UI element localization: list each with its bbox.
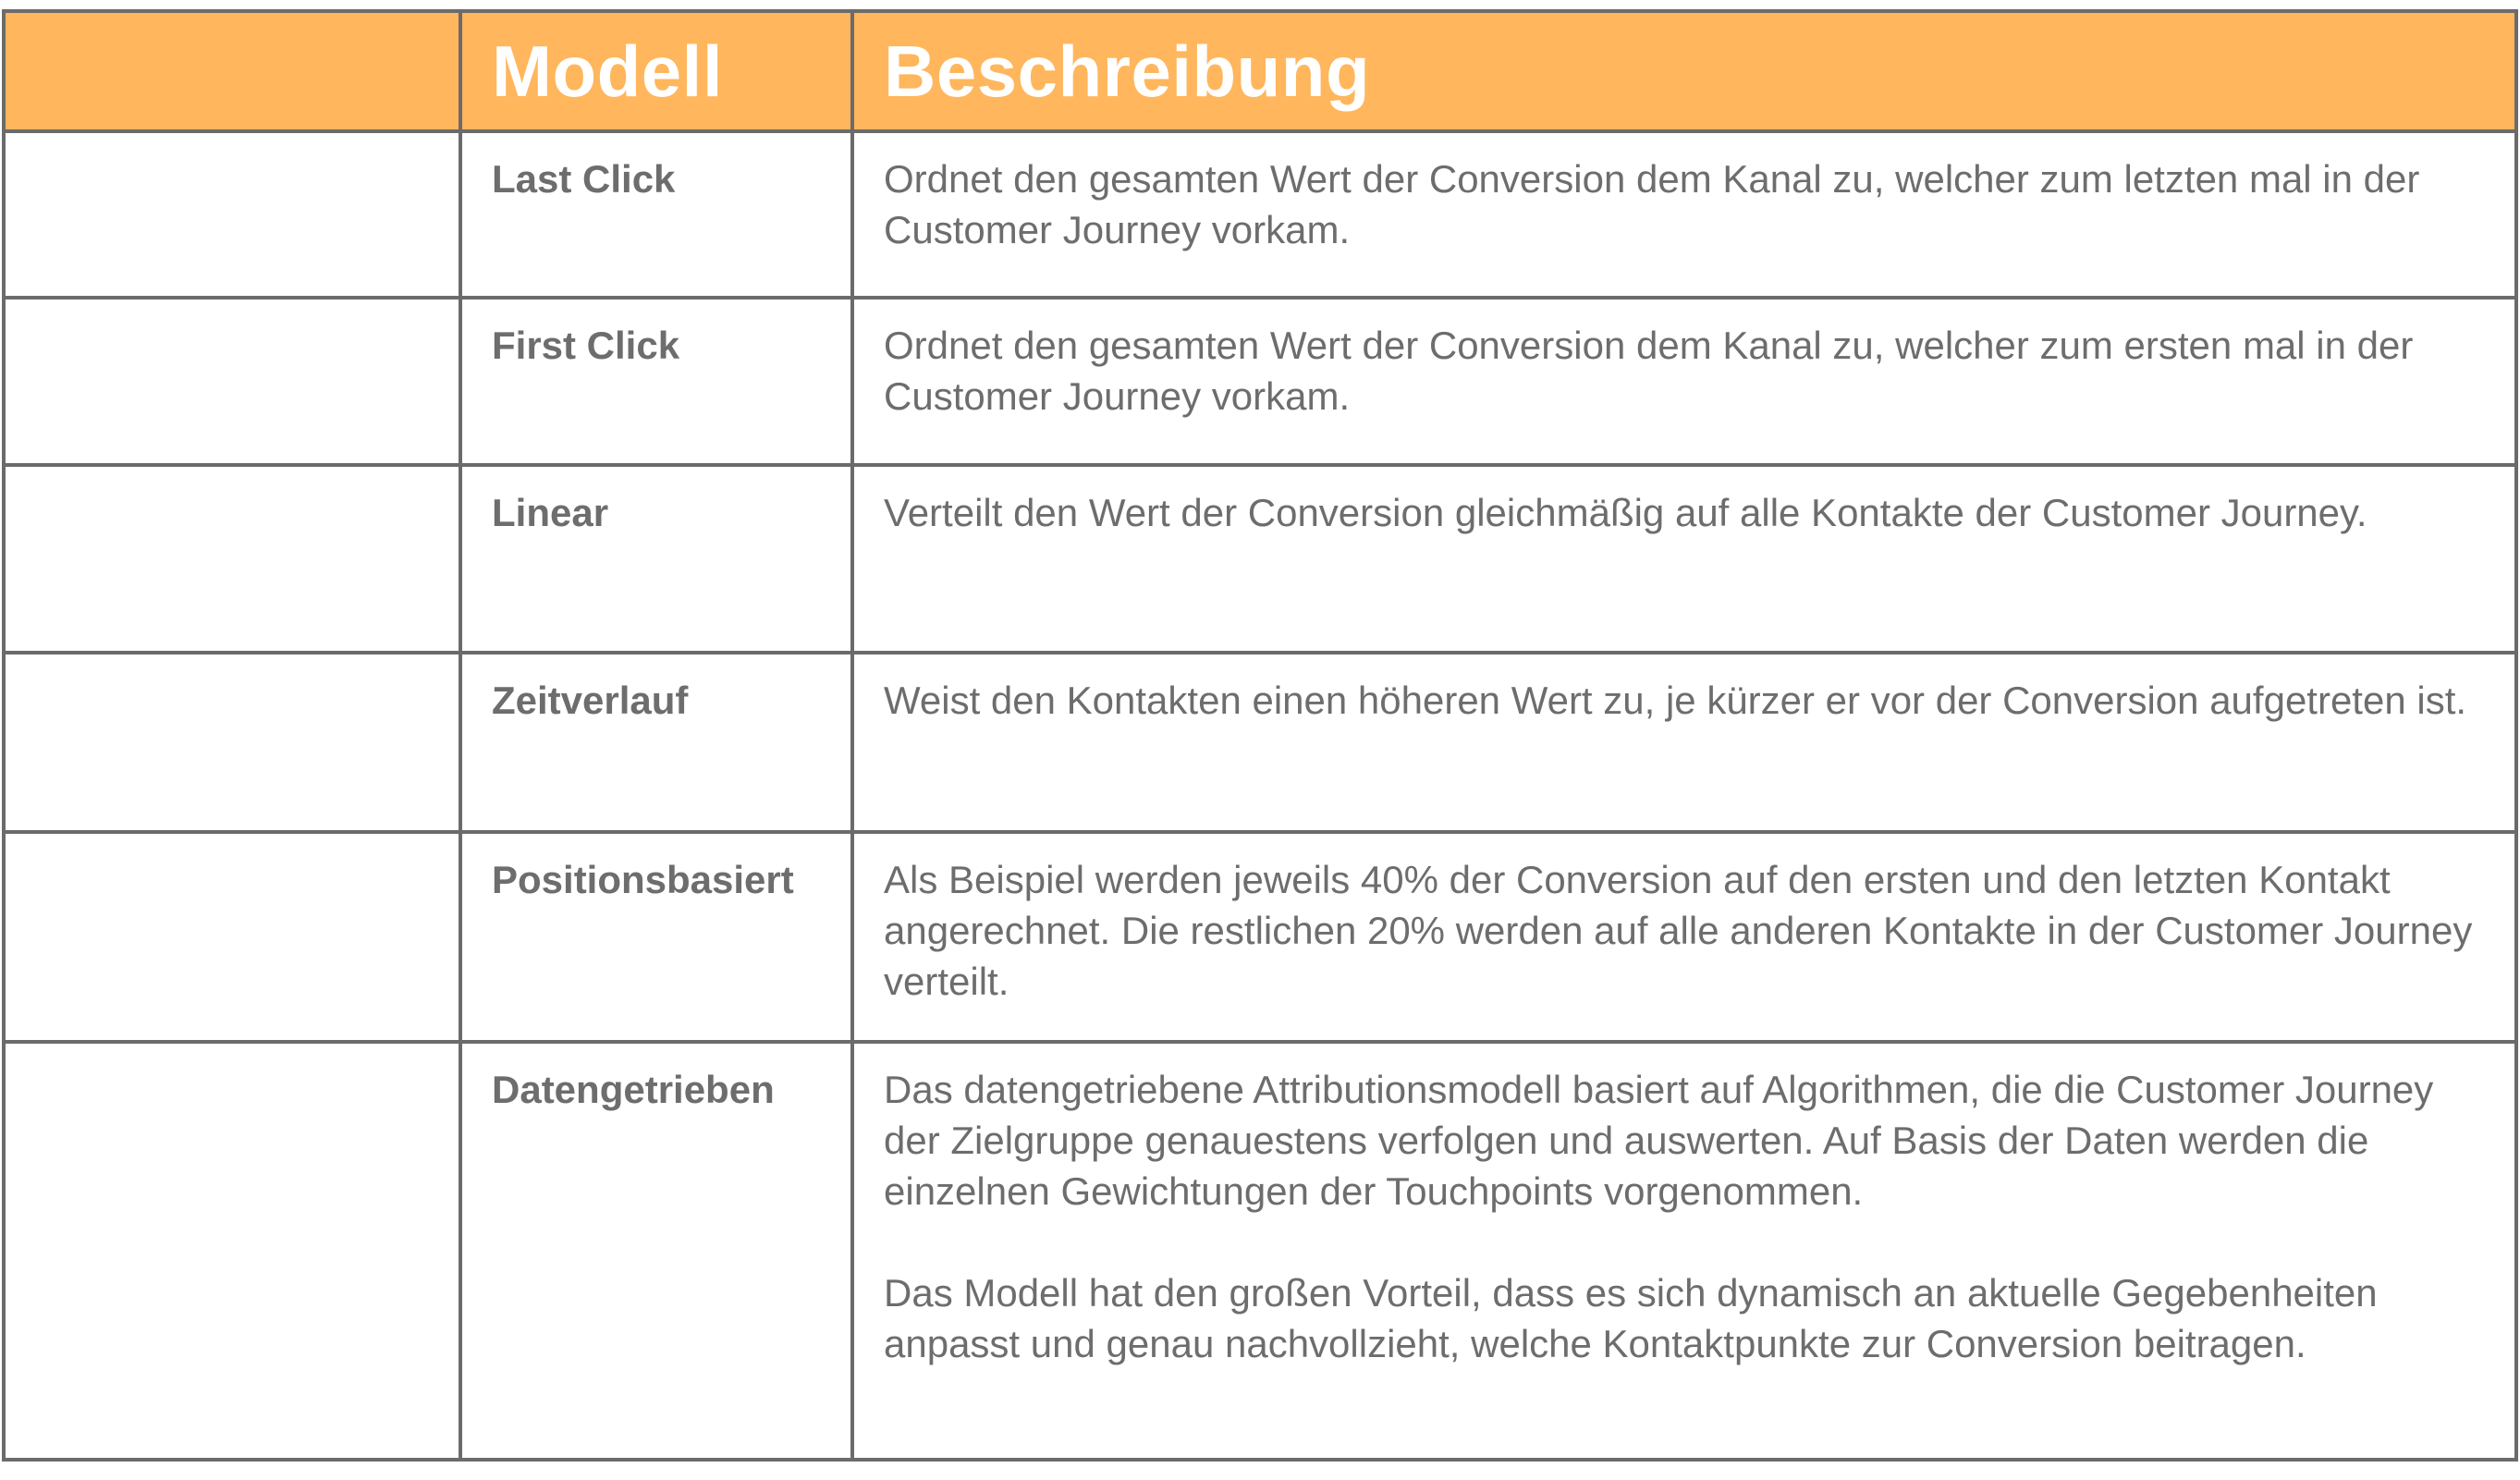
table-row	[4, 653, 2516, 832]
description-paragraph: Als Beispiel werden jeweils 40% der Conversion auf den ersten und den letzten Kontakt angerechnet. Die restlichen 20% werden auf alle anderen Kontakte in der Customer Journey verteilt.	[884, 858, 2473, 1003]
table-row	[4, 298, 2516, 465]
attribution-models-table	[2, 9, 2518, 1462]
model-description	[852, 653, 2516, 832]
model-description	[852, 131, 2516, 298]
table-row	[4, 465, 2516, 653]
table-header-row	[4, 11, 2516, 131]
model-name: Last Click	[460, 131, 852, 298]
table-row	[4, 832, 2516, 1042]
row-empty-cell	[4, 832, 460, 1042]
model-name: Datengetrieben	[460, 1042, 852, 1460]
description-paragraph: Ordnet den gesamten Wert der Conversion dem Kanal zu, welcher zum letzten mal in der Customer Journey vorkam.	[884, 157, 2420, 251]
header-model: Modell	[460, 11, 852, 131]
description-paragraph: Das datengetriebene Attributionsmodell basiert auf Algorithmen, die die Customer Journey der Zielgruppe genauestens verfolgen und auswerten. Auf Basis der Daten werden die einzelnen Gewichtungen der Touchpoints vorgenommen.	[884, 1068, 2434, 1213]
header-description: Beschreibung	[852, 11, 2516, 131]
table-row	[4, 131, 2516, 298]
description-paragraph: Verteilt den Wert der Conversion gleichmäßig auf alle Kontakte der Customer Journey.	[884, 491, 2367, 534]
model-name: First Click	[460, 298, 852, 465]
model-name: Linear	[460, 465, 852, 653]
model-name: Zeitverlauf	[460, 653, 852, 832]
model-description	[852, 465, 2516, 653]
row-empty-cell	[4, 1042, 460, 1460]
description-paragraph: Ordnet den gesamten Wert der Conversion dem Kanal zu, welcher zum ersten mal in der Customer Journey vorkam.	[884, 324, 2414, 418]
description-paragraph: Das Modell hat den großen Vorteil, dass es sich dynamisch an aktuelle Gegebenheiten anpasst und genau nachvollzieht, welche Kontaktpunkte zur Conversion beitragen.	[884, 1271, 2378, 1365]
row-empty-cell	[4, 653, 460, 832]
row-empty-cell	[4, 131, 460, 298]
header-empty-cell	[4, 11, 460, 131]
model-description	[852, 298, 2516, 465]
description-paragraph: Weist den Kontakten einen höheren Wert zu, je kürzer er vor der Conversion aufgetreten ist.	[884, 679, 2467, 722]
model-name: Positionsbasiert	[460, 832, 852, 1042]
model-description	[852, 832, 2516, 1042]
model-description	[852, 1042, 2516, 1460]
row-empty-cell	[4, 465, 460, 653]
table-row	[4, 1042, 2516, 1460]
row-empty-cell	[4, 298, 460, 465]
